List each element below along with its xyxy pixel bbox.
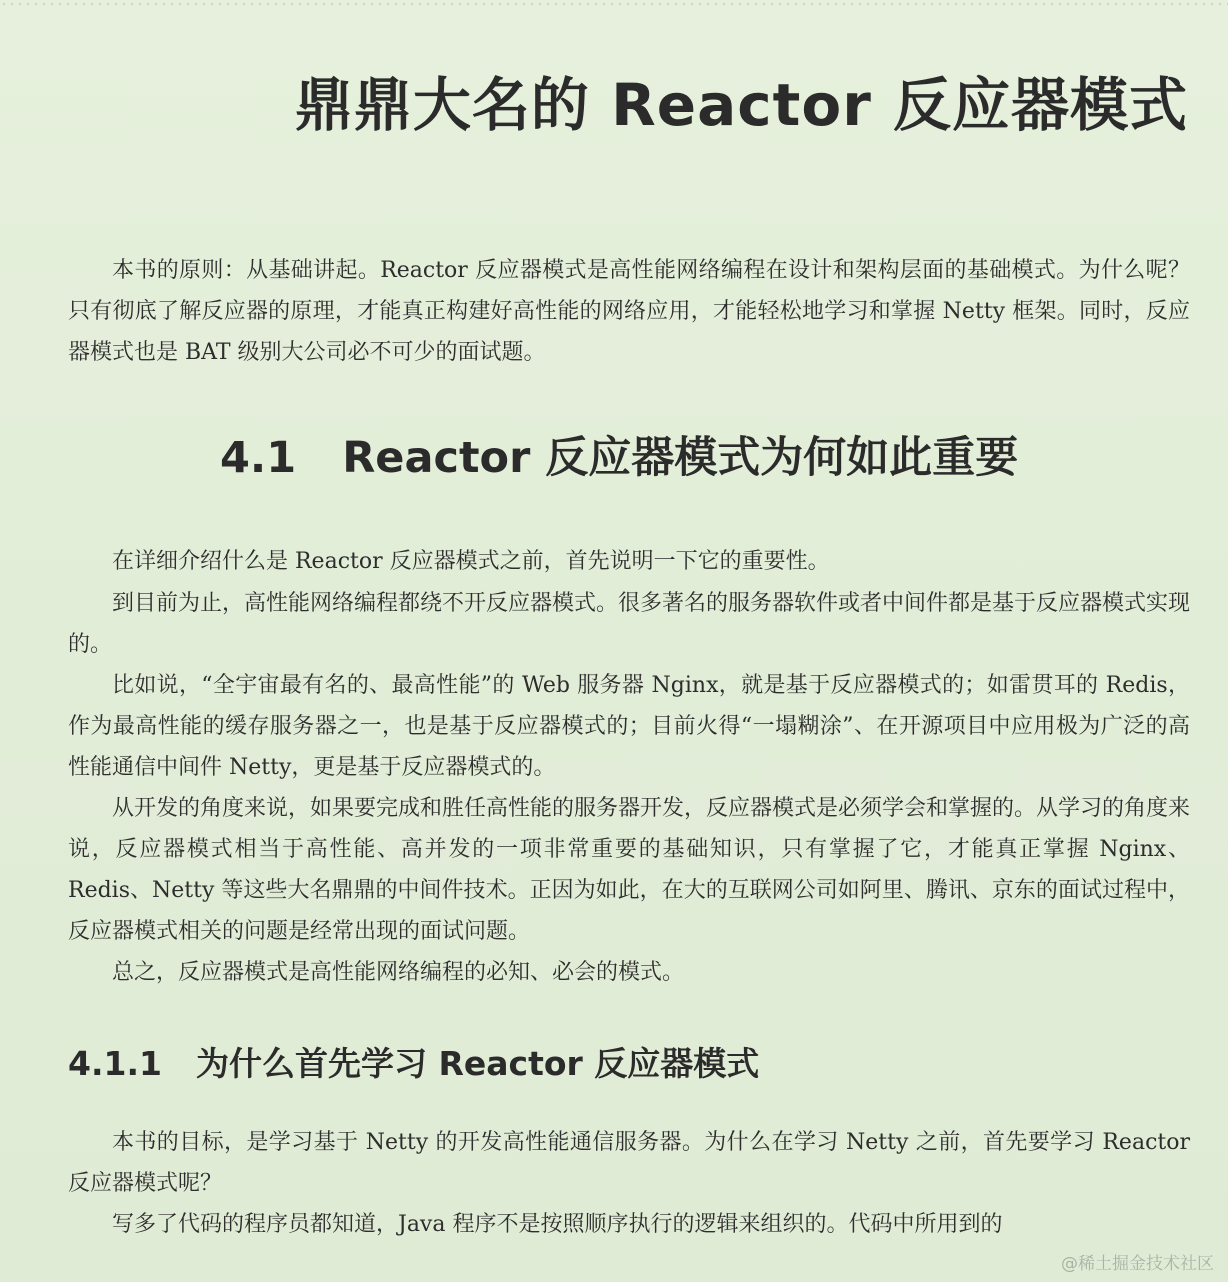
section-heading-4-1 [220,424,1018,485]
section-4-1-paragraph: 在详细介绍什么是 Reactor 反应器模式之前，首先说明一下它的重要性。 [112,549,830,574]
section-4-1-1-paragraph: 本书的目标，是学习基于 Netty 的开发高性能通信服务器。为什么在学习 Netty 之前，首先要学习 Reactor 反应器模式呢？ [68,1130,1190,1196]
section-4-1-paragraph: 到目前为止，高性能网络编程都绕不开反应器模式。很多著名的服务器软件或者中间件都是基于反应器模式实现的。 [68,591,1191,657]
section-heading-4-1-1 [68,1038,759,1085]
watermark-text: @稀土掘金技术社区 [1061,1254,1214,1274]
top-border-dots [0,0,1228,8]
chapter-title: 鼎鼎大名的 Reactor 反应器模式 [294,71,1188,139]
subsection-title-text: 为什么首先学习 Reactor 反应器模式 [195,1044,760,1083]
section-4-1-paragraph: 从开发的角度来说，如果要完成和胜任高性能的服务器开发，反应器模式是必须学会和掌握的。从学习的角度来说，反应器模式相当于高性能、高并发的一项非常重要的基础知识，只有掌握了它，才能真正掌握 Nginx、Redis、Netty 等这些大名鼎鼎的中间件技术。正因为如此，在大的互联网公司如阿里、腾讯、京东的面试过程中，反应器模式相关的问题是经常出现的面试问题。 [68,796,1191,944]
section-4-1-paragraph: 总之，反应器模式是高性能网络编程的必知、必会的模式。 [112,960,685,985]
section-number: 4.1 [220,433,297,483]
section-title-text: Reactor 反应器模式为何如此重要 [342,433,1019,483]
section-4-1-1-paragraph: 写多了代码的程序员都知道，Java 程序不是按照顺序执行的逻辑来组织的。代码中所用到的 [112,1212,1003,1237]
subsection-number: 4.1.1 [68,1044,162,1083]
intro-paragraph: 本书的原则：从基础讲起。Reactor 反应器模式是高性能网络编程在设计和架构层面的基础模式。为什么呢？只有彻底了解反应器的原理，才能真正构建好高性能的网络应用，才能轻松地学习和掌握 Netty 框架。同时，反应器模式也是 BAT 级别大公司必不可少的面试题。 [68,258,1190,365]
section-4-1-paragraph: 比如说，“全宇宙最有名的、最高性能”的 Web 服务器 Nginx，就是基于反应器模式的；如雷贯耳的 Redis，作为最高性能的缓存服务器之一，也是基于反应器模式的；目前火得“一塌糊涂”、在开源项目中应用极为广泛的高性能通信中间件 Netty，更是基于反应器模式的。 [68,673,1190,780]
